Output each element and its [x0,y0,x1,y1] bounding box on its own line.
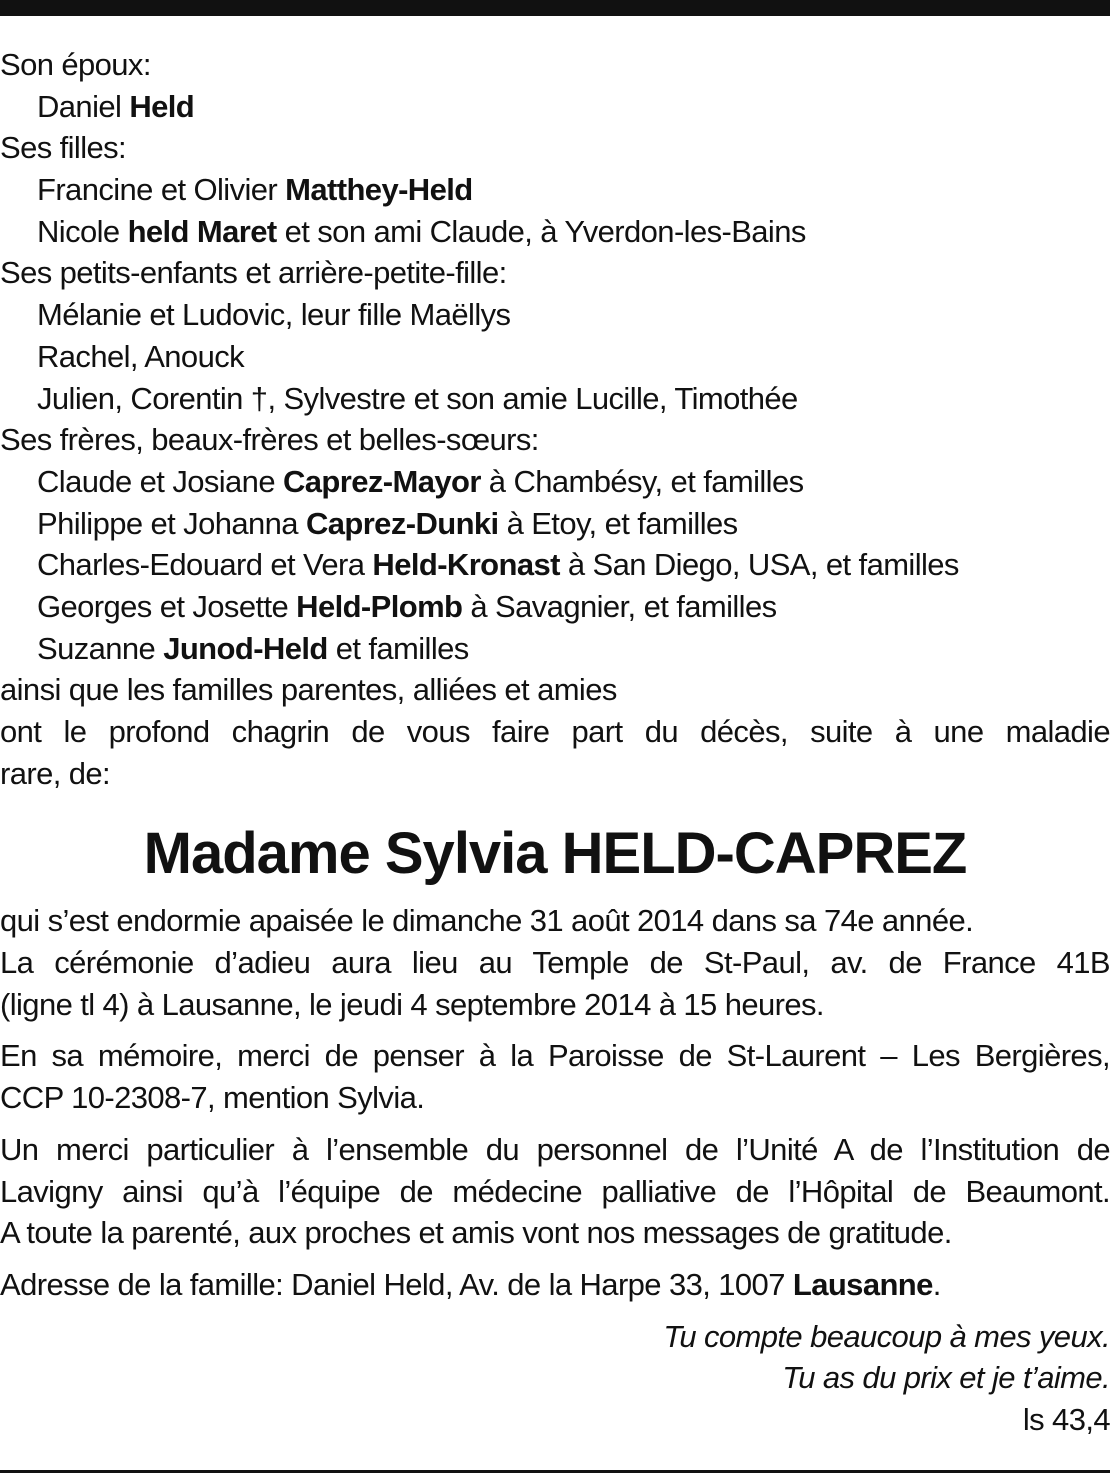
obituary-notice [0,44,1110,1441]
deceased-name: Madame Sylvia HELD-CAPREZ [143,821,967,887]
quote-line: Tu compte beaucoup à mes yeux. [663,1318,1110,1354]
top-rule [0,0,1110,16]
bottom-rule [0,1470,1110,1473]
thanks-line: Un merci particulier à l’ensemble du personnel de l’Unité A de l’Institution de [0,1131,1110,1167]
thanks-line: Lavigny ainsi qu’à l’équipe de médecine palliative de l’Hôpital de Beaumont. [0,1173,1110,1209]
passing-line: qui s’est endormie apaisée le dimanche 31 août 2014 dans sa 74e année. [0,903,974,939]
sibling-line: Claude et Josiane Caprez-Mayor à Chambésy, et familles [37,463,804,499]
grandchildren-line: Rachel, Anouck [37,338,245,374]
announcement-line: rare, de: [0,755,111,791]
grandchildren-heading: Ses petits-enfants et arrière-petite-fille: [0,255,507,291]
spouse-heading: Son époux: [0,47,151,82]
reference-code: ls 43,4 [1022,1401,1110,1437]
thanks-line: A toute la parenté, aux proches et amis vont nos messages de gratitude. [0,1215,952,1251]
siblings-heading: Ses frères, beaux-frères et belles-sœurs: [0,422,539,458]
sibling-line: Suzanne Junod-Held et familles [37,630,469,666]
family-address: Adresse de la famille: Daniel Held, Av. de la Harpe 33, 1007 Lausanne. [0,1266,941,1302]
sibling-line: Georges et Josette Held-Plomb à Savagnier, et familles [37,588,777,624]
sibling-line: Charles-Edouard et Vera Held-Kronast à San Diego, USA, et familles [37,547,959,583]
memorial-line: En sa mémoire, merci de penser à la Paroisse de St-Laurent – Les Bergières, [0,1038,1110,1074]
quote-line: Tu as du prix et je t’aime. [782,1360,1110,1396]
memorial-line: CCP 10-2308-7, mention Sylvia. [0,1080,425,1116]
daughters-heading: Ses filles: [0,130,127,166]
sibling-line: Philippe et Johanna Caprez-Dunki à Etoy, et familles [37,505,738,541]
grandchildren-line: Julien, Corentin †, Sylvestre et son amie Lucille, Timothée [37,380,798,416]
daughter-line: Nicole held Maret et son ami Claude, à Yverdon-les-Bains [37,213,806,249]
grandchildren-line: Mélanie et Ludovic, leur fille Maëllys [37,297,511,333]
others-line: ainsi que les familles parentes, alliées et amies [0,672,617,708]
ceremony-line: La cérémonie d’adieu aura lieu au Temple de St-Paul, av. de France 41B [0,945,1110,981]
spouse-line: Daniel Held [37,88,195,124]
daughter-line: Francine et Olivier Matthey-Held [37,172,473,208]
announcement-line: ont le profond chagrin de vous faire part du décès, suite à une maladie [0,714,1110,749]
ceremony-line: (ligne tl 4) à Lausanne, le jeudi 4 septembre 2014 à 15 heures. [0,986,824,1022]
